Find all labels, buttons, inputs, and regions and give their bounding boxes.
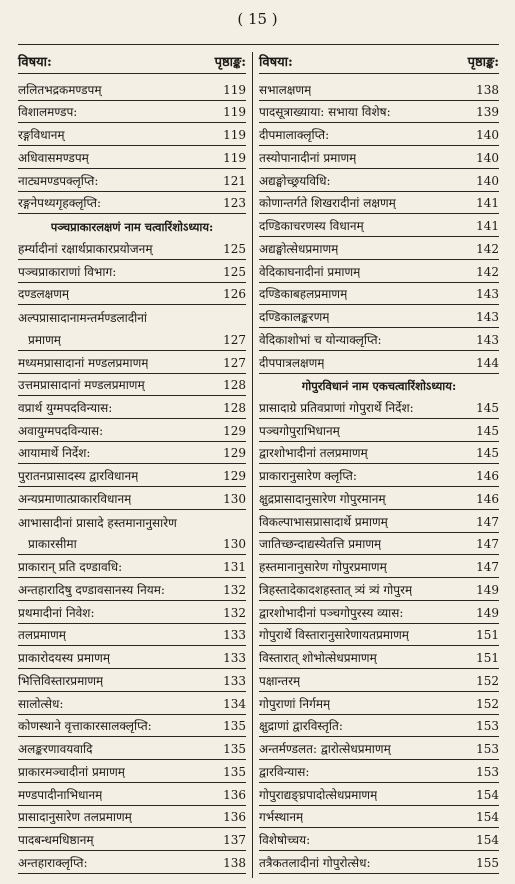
toc-entry-page: 145 [476,423,499,438]
toc-entry [18,783,246,806]
toc-entry-page: 140 [476,128,499,143]
toc-entry-title: पञ्चप्राकाराणां विभाग: [18,264,117,279]
toc-entry [18,533,246,556]
toc-entry-title: दण्डलक्षणम् [18,287,70,302]
toc-entry [259,396,499,419]
toc-entry [18,555,246,578]
toc-entry-page: 145 [476,446,499,461]
toc-entry [18,374,246,397]
toc-entry-title: त्रिहस्तादेकादशहस्तात् त्र्यं त्र्यं गोपुरम् [259,582,413,597]
toc-entry-title: दण्डिकाबहलप्रमाणम् [259,287,348,302]
toc-entry [259,214,499,237]
toc-entry-title: पञ्चप्राकारलक्षणं नाम चत्वारिंशोऽध्याय: [50,220,214,235]
toc-entry-page: 130 [223,537,246,552]
toc-entry [18,624,246,647]
toc-entry-title: क्षुद्राणां द्वारविस्तृति: [259,719,343,734]
toc-entry-title: जातिच्छन्दाद्यस्येतत्ति प्रमाणम् [259,537,382,552]
page-number: ( 15 ) [237,10,278,28]
toc-entry-page: 129 [223,469,246,484]
toc-entry-page: 149 [476,582,499,597]
right-column [252,52,499,878]
left-toc-list [18,78,246,874]
toc-entry [18,351,246,374]
toc-entry-title: गोपुराणां निर्गमम् [259,696,331,711]
toc-entry-title: क्षुद्रप्रासादानुसारेण गोपुरमानम् [259,491,386,506]
toc-entry-title: उत्तमप्रासादानां मण्डलप्रमाणम् [18,378,145,393]
toc-entry-page: 141 [476,196,499,211]
toc-entry-title: तस्योपानादीनां प्रमाणम् [259,150,357,165]
toc-entry-title: द्वारविन्यास: [259,764,310,779]
toc-entry-title: प्राकारान् प्रति दण्डावधि: [18,560,123,575]
toc-entry [259,806,499,829]
toc-entry-page: 136 [223,787,246,802]
toc-entry [259,169,499,192]
toc-entry-page: 140 [476,150,499,165]
toc-entry-page: 142 [476,241,499,256]
toc-entry-title: अन्तहाराक्लृप्ति: [18,855,88,870]
left-column [18,52,246,878]
toc-entry-title: सभालक्षणम् [259,82,312,97]
toc-entry-page: 135 [223,719,246,734]
toc-entry-title: दण्डिकालङ्करणम् [259,310,330,325]
toc-entry-page: 147 [476,560,499,575]
toc-entry-page: 127 [223,355,246,370]
toc-entry-title: अद्यङ्घोत्सेधप्रमाणम् [259,241,339,256]
toc-entry [18,464,246,487]
toc-entry-page: 133 [223,673,246,688]
toc-entry [259,851,499,874]
toc-entry [18,305,246,328]
toc-entry [259,692,499,715]
toc-entry-page: 128 [223,401,246,416]
toc-entry [18,851,246,874]
toc-entry-title: विकल्पाभासप्रासादार्थे प्रमाणम् [259,514,388,529]
toc-entry-page: 138 [476,82,499,97]
toc-entry-title: तलप्रमाणम् [18,628,66,643]
toc-entry-page: 133 [223,628,246,643]
toc-entry [259,715,499,738]
toc-entry-title: अवायुग्मपदविन्यास: [18,423,104,438]
toc-entry-page: 139 [476,105,499,120]
toc-entry-title: अधिवासमण्डपम् [18,150,89,165]
toc-entry-title: गर्भस्थानम् [259,810,304,825]
toc-entry-page: 147 [476,537,499,552]
toc-entry [18,123,246,146]
toc-entry-page: 147 [476,514,499,529]
toc-entry-title: आयामार्थे निर्देश: [18,446,91,461]
toc-entry-title: हर्म्यादीनां रक्षार्थप्राकारप्रयोजनम् [18,241,153,256]
toc-entry-title: भित्तिविस्तारप्रमाणम् [18,673,104,688]
toc-entry [259,760,499,783]
toc-entry-title: अद्यङ्घोच्छ्रयविधि: [259,173,331,188]
toc-entry-page: 129 [223,423,246,438]
toc-entry-page: 132 [223,582,246,597]
toc-entry [18,192,246,215]
toc-entry-title: प्राकारसीमा [28,537,77,552]
toc-entry-page: 125 [223,241,246,256]
toc-entry [18,419,246,442]
toc-entry-title: गोपुरविधानं नाम एकचत्वारिंशोऽध्याय: [301,379,457,394]
toc-entry-page: 142 [476,264,499,279]
toc-entry-title: पुरातनप्रासादस्य द्वारविधानम् [18,469,139,484]
toc-entry [259,260,499,283]
toc-entry-page: 145 [476,401,499,416]
toc-entry-title: अन्तर्मण्डलत: द्वारोत्सेधप्रमाणम् [259,742,391,757]
toc-entry [259,101,499,124]
toc-entry [18,578,246,601]
toc-entry-title: कोणान्तर्गते शिखरादीनां लक्षणम् [259,196,396,211]
toc-entry-page: 134 [223,696,246,711]
toc-entry [18,237,246,260]
toc-entry [18,78,246,101]
toc-entry [18,737,246,760]
toc-entry [259,237,499,260]
toc-entry-title: गोपुराद्यङ्घ्रपादोत्सेधप्रमाणम् [259,787,378,802]
toc-entry [18,169,246,192]
toc-entry [18,601,246,624]
toc-entry [259,783,499,806]
toc-entry-page: 121 [223,173,246,188]
subject-heading: विषया: [18,55,52,70]
toc-entry-title: प्रासादानुसारेण तलप्रमाणम् [18,810,132,825]
toc-entry-page: 155 [476,855,499,870]
top-rule [18,44,499,45]
toc-entry-page: 140 [476,173,499,188]
toc-entry-page: 128 [223,378,246,393]
toc-entry [259,442,499,465]
toc-entry-title: रङ्गनेपथ्यगृहक्लृप्ति: [18,196,102,211]
toc-entry-title: गोपुरार्थे विस्तारानुसारेणायतप्रमाणम् [259,628,409,643]
toc-entry-page: 123 [223,196,246,211]
toc-entry [259,624,499,647]
toc-entry-page: 151 [476,628,499,643]
toc-entry-title: विशालमण्डप: [18,105,78,120]
toc-entry [259,737,499,760]
toc-entry-title: विस्तारात् शोभोत्सेधप्रमाणम् [259,651,377,666]
toc-entry [259,351,499,374]
toc-entry-title: ललितभद्रकमण्डपम् [18,82,102,97]
toc-entry [259,283,499,306]
toc-entry-title: द्वारशोभादीनां तलप्रमाणम् [259,446,368,461]
toc-entry [259,305,499,328]
toc-entry-page: 137 [223,832,246,847]
toc-entry-title: प्रमाणम् [28,332,61,347]
toc-entry [259,123,499,146]
toc-entry [18,806,246,829]
toc-entry [18,669,246,692]
toc-entry [259,555,499,578]
toc-entry-page: 153 [476,742,499,757]
toc-entry [259,510,499,533]
toc-entry-page: 126 [223,287,246,302]
left-column-header [18,52,246,74]
toc-entry-page: 119 [223,128,246,143]
toc-entry [18,283,246,306]
toc-entry-page: 152 [476,673,499,688]
toc-entry-title: हस्तमानानुसारेण गोपुरप्रमाणम् [259,560,387,575]
toc-entry [259,646,499,669]
toc-entry [259,146,499,169]
toc-entry [259,601,499,624]
toc-entry [18,146,246,169]
toc-entry-page: 135 [223,742,246,757]
toc-entry-title: अन्तहारादिषु दण्डावसानस्य नियम: [18,582,165,597]
toc-entry-page: 143 [476,332,499,347]
toc-entry-page: 125 [223,264,246,279]
toc-entry [259,669,499,692]
toc-entry-page: 153 [476,764,499,779]
toc-entry-page: 149 [476,605,499,620]
toc-entry [18,760,246,783]
toc-entry-title: सालोत्सेध: [18,696,64,711]
toc-entry-title: वेदिकाशोभां च योन्याक्लृप्ति: [259,332,382,347]
toc-entry [259,578,499,601]
toc-entry [259,78,499,101]
toc-entry-page: 129 [223,446,246,461]
toc-entry-title: मण्डपादीनाभिधानम् [18,787,103,802]
toc-entry-title: विशेषोच्चय: [259,832,311,847]
right-column-header [259,52,499,74]
toc-entry-page: 143 [476,287,499,302]
page-heading: पृष्ठाङ्क: [214,55,246,70]
toc-entry-title: पादसूत्राख्याया: सभाया विशेष: [259,105,391,120]
toc-entry-title: नाट्यमण्डपक्लृप्ति: [18,173,99,188]
toc-entry-page: 119 [223,82,246,97]
toc-entry-title: पक्षान्तरम् [259,673,301,688]
toc-entry-page: 153 [476,719,499,734]
toc-entry-title: कोणस्थाने वृत्ताकारसालक्लृप्ति: [18,719,152,734]
subject-heading: विषया: [259,55,293,70]
toc-entry [18,328,246,351]
toc-entry [18,101,246,124]
toc-entry-page: 127 [223,332,246,347]
toc-entry [259,464,499,487]
toc-entry-title: रङ्गविधानम् [18,128,65,143]
toc-entry [259,487,499,510]
toc-entry-title: आभासादीनां प्रासादे हस्तमानानुसारेण [18,515,177,530]
toc-entry [259,328,499,351]
toc-entry-page: 144 [476,355,499,370]
toc-entry-page: 146 [476,491,499,506]
toc-entry-page: 131 [223,560,246,575]
toc-entry-title: वेदिकाघनादीनां प्रमाणम् [259,264,361,279]
toc-entry [259,192,499,215]
toc-entry [18,487,246,510]
toc-entry-title: अल्पप्रासादानामन्तर्मण्डलादीनां [18,311,148,326]
toc-entry-title: पञ्चगोपुराभिधानम् [259,423,340,438]
toc-entry-title: प्रथमादीनां निवेश: [18,605,95,620]
toc-entry-page: 151 [476,651,499,666]
toc-entry-page: 138 [223,855,246,870]
toc-entry-page: 143 [476,310,499,325]
toc-entry [259,419,499,442]
toc-entry-page: 130 [223,491,246,506]
chapter-heading [18,214,246,237]
toc-entry [259,828,499,851]
toc-entry-page: 154 [476,832,499,847]
toc-entry-page: 135 [223,764,246,779]
toc-entry [18,396,246,419]
toc-entry-page: 132 [223,605,246,620]
toc-entry [18,260,246,283]
toc-entry [18,828,246,851]
toc-entry [18,442,246,465]
toc-entry-page: 146 [476,469,499,484]
page-heading: पृष्ठाङ्क: [467,55,499,70]
toc-entry-title: दीपपात्रलक्षणम् [259,355,325,370]
toc-entry-page: 154 [476,787,499,802]
toc-entry [18,692,246,715]
toc-entry-page: 133 [223,651,246,666]
toc-entry-title: प्राकारमञ्चादीनां प्रमाणम् [18,764,125,779]
toc-entry [259,533,499,556]
toc-entry-title: द्वारशोभादीनां पञ्चगोपुरस्य व्यास: [259,605,404,620]
toc-entry-page: 152 [476,696,499,711]
toc-entry-page: 154 [476,810,499,825]
toc-entry-title: दण्डिकाचरणस्य विधानम् [259,219,364,234]
toc-entry-title: अलङ्करणावयवादि [18,742,93,757]
toc-entry [18,646,246,669]
toc-entry-title: मध्यमप्रासादानां मण्डलप्रमाणम् [18,355,149,370]
toc-entry-title: प्राकारोदयस्य प्रमाणम् [18,651,111,666]
toc-entry-title: अन्यप्रमाणात्प्राकारविधानम् [18,491,132,506]
right-toc-list [259,78,499,874]
toc-entry-title: प्राकारानुसारेण क्लृप्ति: [259,469,357,484]
toc-entry-title: तत्रैकतलादीनां गोपुरोत्सेध: [259,855,371,870]
toc-entry-title: पादबन्धमधिष्ठानम् [18,832,94,847]
toc-entry-title: वप्रार्थ युग्मपदविन्यास: [18,401,113,416]
toc-entry-title: दीपमालाक्लृप्ति: [259,128,330,143]
toc-entry-page: 119 [223,105,246,120]
chapter-heading [259,374,499,397]
toc-entry-page: 136 [223,810,246,825]
toc-entry [18,510,246,533]
toc-entry-page: 141 [476,219,499,234]
toc-entry-title: प्रासादाग्रे प्रतिवप्राणां गोपुरार्थे निर्देश: [259,401,414,416]
toc-entry [18,715,246,738]
toc-entry-page: 119 [223,150,246,165]
